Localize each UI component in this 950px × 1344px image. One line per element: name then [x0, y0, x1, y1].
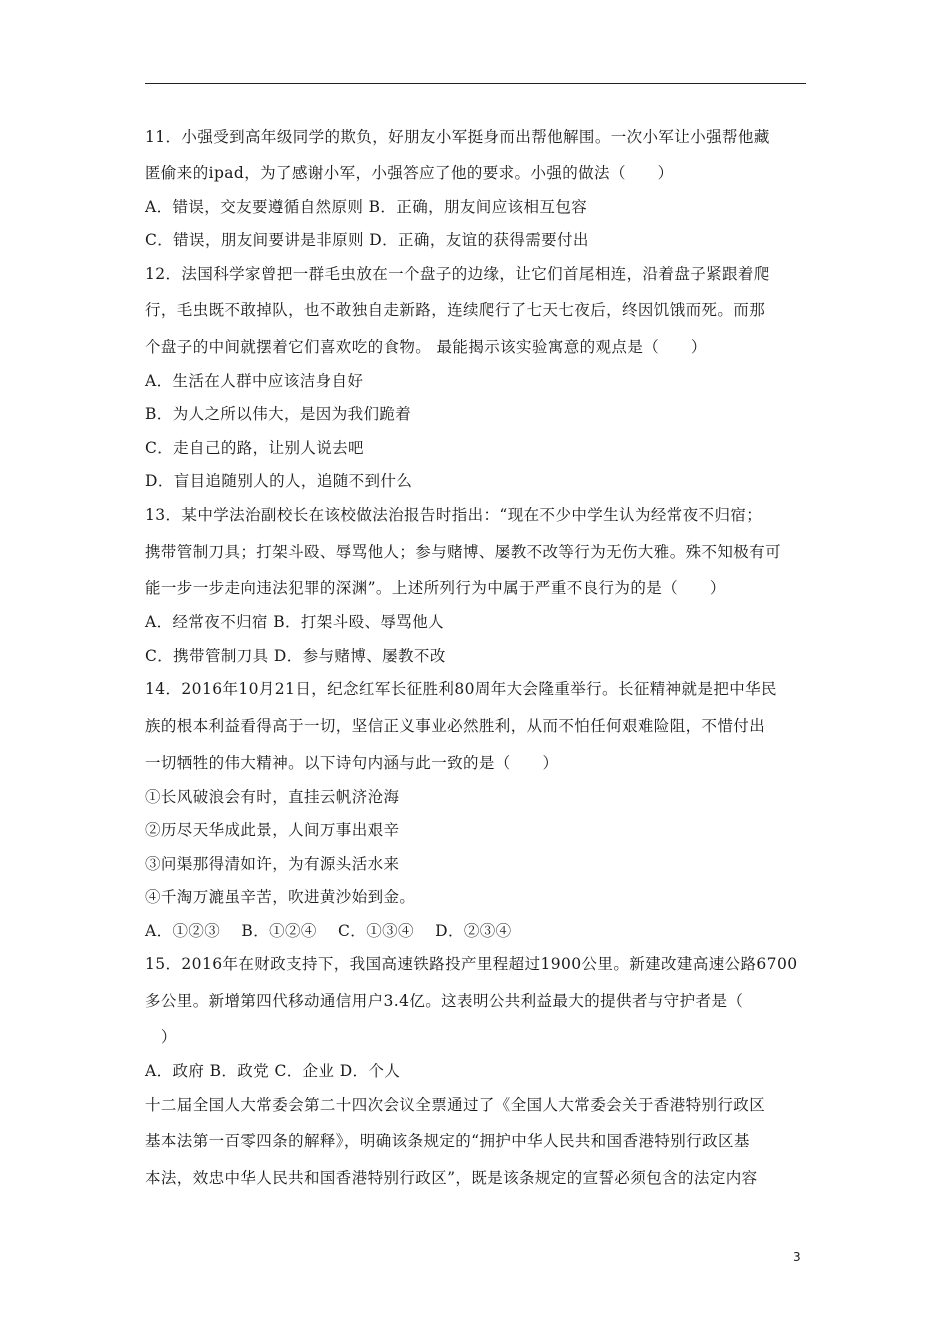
q13-stem-line-2: 携带管制刀具；打架斗殴、辱骂他人；参与赌博、屡教不改等行为无伤大雅。殊不知极有可 [145, 543, 782, 561]
q16-stem-line-1: 十二届全国人大常委会第二十四次会议全票通过了《全国人大常委会关于香港特别行政区 [145, 1096, 766, 1114]
q14-stem-line-1: 14．2016年10月21日，纪念红军长征胜利80周年大会隆重举行。长征精神就是把中华民 [145, 680, 777, 698]
q15-stem-line-2: 多公里。新增第四代移动通信用户3.4亿。这表明公共利益最大的提供者与守护者是（ [145, 992, 744, 1010]
q14-stem-line-3: 一切牺牲的伟大精神。以下诗句内涵与此一致的是（ ） [145, 754, 559, 772]
q12-option-d: D．盲目追随别人的人，追随不到什么 [145, 472, 413, 490]
q15-stem-line-3: ） [145, 1028, 177, 1046]
q16-stem-line-3: 本法，效忠中华人民共和国香港特别行政区”，既是该条规定的宣誓必须包含的法定内容 [145, 1169, 758, 1187]
q11-stem-line-2: 匿偷来的ipad，为了感谢小军，小强答应了他的要求。小强的做法（ ） [145, 164, 674, 182]
q12-option-c: C．走自己的路，让别人说去吧 [145, 439, 364, 457]
q14-options-line: A．①②③ B．①②④ C．①③④ D．②③④ [145, 922, 512, 940]
q12-option-a: A．生活在人群中应该洁身自好 [145, 372, 364, 390]
header-rule [145, 83, 806, 84]
page-number: 3 [793, 1250, 801, 1264]
q13-stem-line-3: 能一步一步走向违法犯罪的深渊”。上述所列行为中属于严重不良行为的是（ ） [145, 579, 726, 597]
q11-stem-line-1: 11．小强受到高年级同学的欺负，好朋友小军挺身而出帮他解围。一次小军让小强帮他藏 [145, 128, 770, 146]
q14-item-4: ④千淘万漉虽辛苦，吹进黄沙始到金。 [145, 888, 416, 906]
q14-item-2: ②历尽天华成此景，人间万事出艰辛 [145, 821, 400, 839]
q14-item-1: ①长风破浪会有时，直挂云帆济沧海 [145, 788, 400, 806]
q12-stem-line-2: 行，毛虫既不敢掉队，也不敢独自走新路，连续爬行了七天七夜后，终因饥饿而死。而那 [145, 301, 766, 319]
q15-options-line: A．政府 B．政党 C．企业 D．个人 [145, 1062, 401, 1080]
q13-stem-line-1: 13．某中学法治副校长在该校做法治报告时指出：“现在不少中学生认为经常夜不归宿； [145, 506, 763, 524]
q12-option-b: B．为人之所以伟大，是因为我们跪着 [145, 405, 412, 423]
q15-stem-line-1: 15．2016年在财政支持下，我国高速铁路投产里程超过1900公里。新建改建高速公路6700 [145, 955, 798, 973]
q13-options-line-1: A．经常夜不归宿 B．打架斗殴、辱骂他人 [145, 613, 445, 631]
q11-options-line-1: A．错误，交友要遵循自然原则 B．正确，朋友间应该相互包容 [145, 198, 588, 216]
q16-stem-line-2: 基本法第一百零四条的解释》，明确该条规定的“拥护中华人民共和国香港特别行政区基 [145, 1132, 750, 1150]
q14-item-3: ③问渠那得清如许，为有源头活水来 [145, 855, 400, 873]
q14-stem-line-2: 族的根本利益看得高于一切，坚信正义事业必然胜利，从而不怕任何艰难险阻，不惜付出 [145, 717, 766, 735]
q12-stem-line-1: 12．法国科学家曾把一群毛虫放在一个盘子的边缘，让它们首尾相连，沿着盘子紧跟着爬 [145, 265, 770, 283]
q11-options-line-2: C．错误，朋友间要讲是非原则 D．正确，友谊的获得需要付出 [145, 231, 589, 249]
q12-stem-line-3: 个盘子的中间就摆着它们喜欢吃的食物。 最能揭示该实验寓意的观点是（ ） [145, 338, 707, 356]
q13-options-line-2: C．携带管制刀具 D．参与赌博、屡教不改 [145, 647, 446, 665]
